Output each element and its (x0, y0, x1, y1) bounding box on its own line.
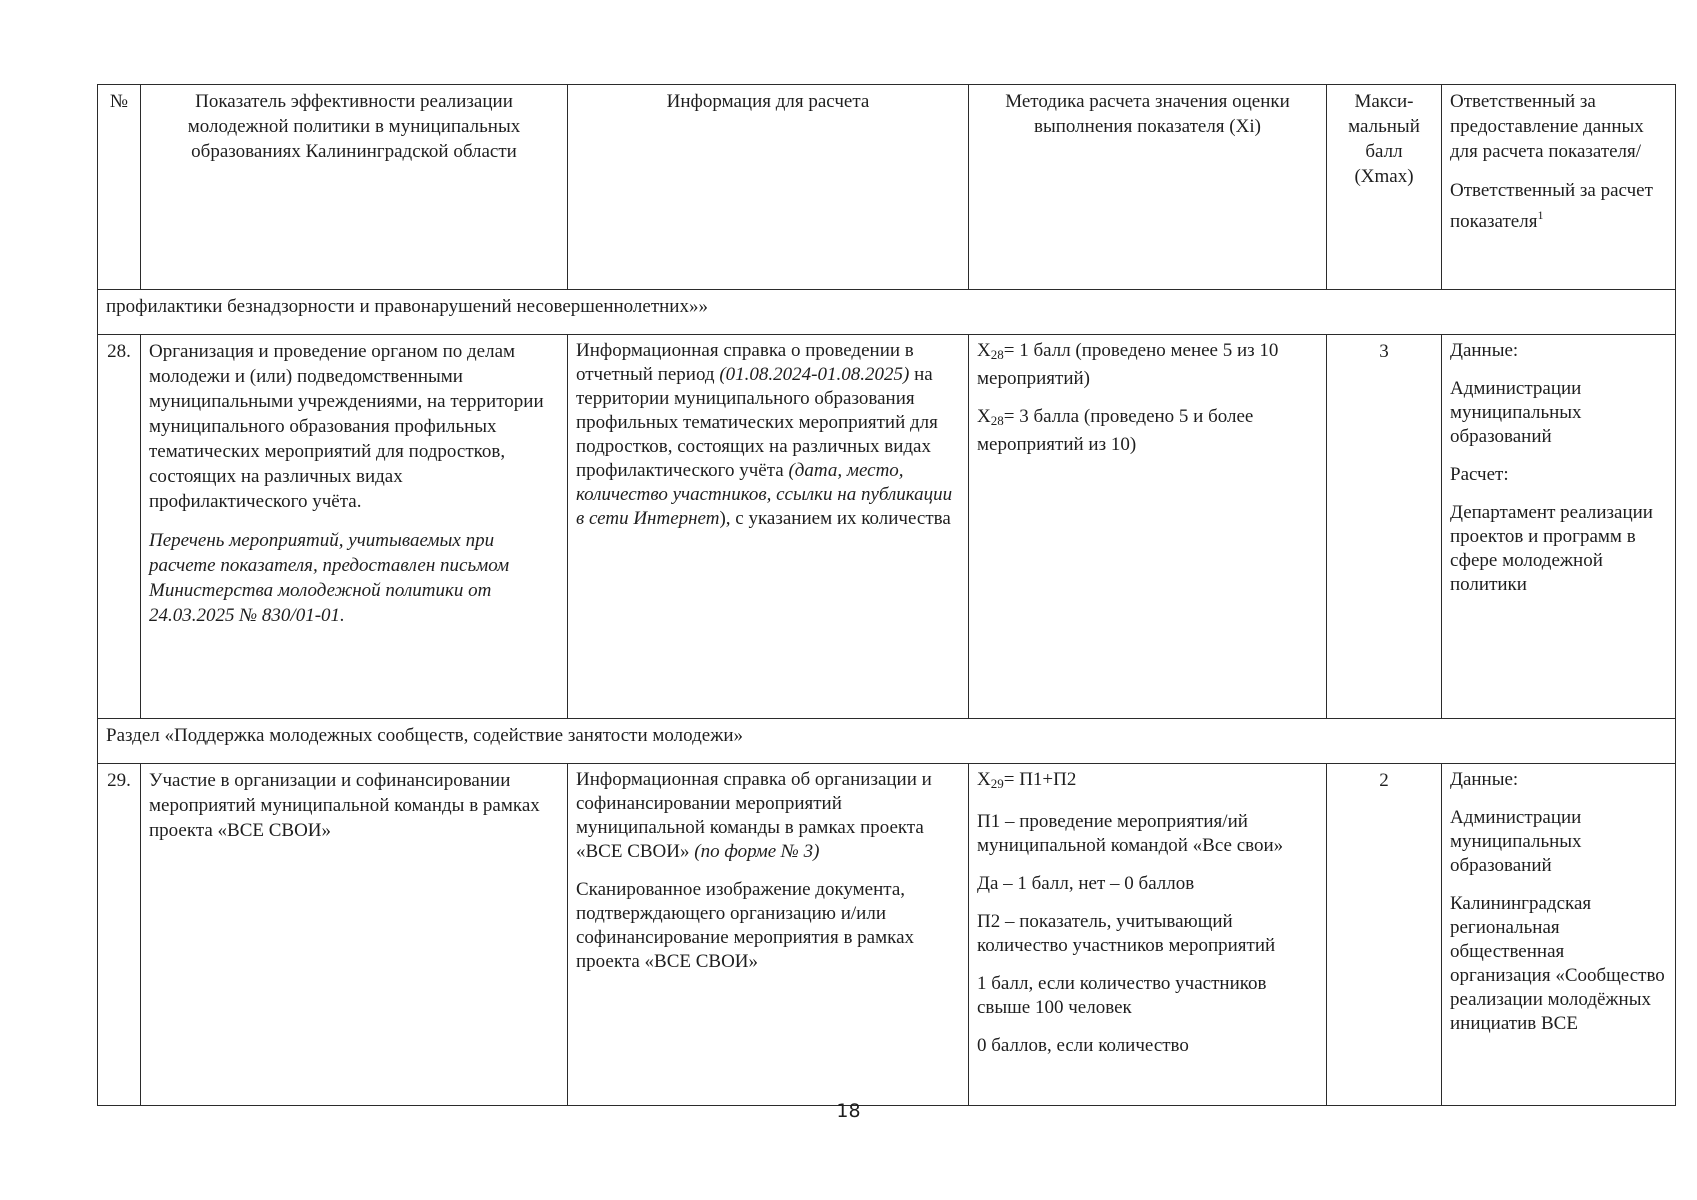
header-resp-data: Ответственный за предоставление данных для расчета показателя/ (1450, 91, 1644, 162)
method-p2: П2 – показатель, учитывающий количество участников мероприятий (977, 911, 1276, 956)
resp-calc-text: Департамент реализации проектов и программ в сфере молодежной политики (1450, 502, 1653, 595)
info-text-1: Информационная справка об организации и софинансировании мероприятий муниципальной команды в рамках проекта «ВСЕ СВОИ» (по форме № 3) (576, 769, 932, 862)
method-cell (969, 335, 1327, 719)
method-p1: П1 – проведение мероприятия/ий муниципальной командой «Все свои» (977, 811, 1284, 856)
table-row (98, 335, 1676, 719)
indicator-cell (141, 335, 568, 719)
indicator-note: Перечень мероприятий, учитываемых при расчете показателя, предоставлен письмом Министерства молодежной политики от 24.03.2025 № 830/01-01. (149, 530, 510, 626)
responsible-cell (1442, 335, 1676, 719)
info-text-2: Сканированное изображение документа, подтверждающего организацию и/или софинансирование мероприятия в рамках проекта «ВСЕ СВОИ» (576, 879, 915, 972)
header-responsible (1442, 85, 1676, 290)
info-cell: Информационная справка о проведении в отчетный период (01.08.2024-01.08.2025) на территории муниципального образования профильных тематических мероприятий для подростков, состоящих на различных видах профилактического учёта (дата, место, количество участников, ссылки на публикации в сети Интернет), с указанием их количества (568, 335, 969, 719)
method-formula: $X_{29}= П1+П2$ (977, 769, 1077, 791)
page-number: 18 (836, 1100, 861, 1122)
method-line-2: $X_{28}= 3$ балла (проведено 5 и более мероприятий из 10) (977, 406, 1254, 455)
section-continuation-row (98, 290, 1676, 335)
resp-data-text: Администрации муниципальных образований (1450, 807, 1582, 876)
section-title-row (98, 719, 1676, 764)
header-indicator: Показатель эффективности реализации молодежной политики в муниципальных образованиях Калининградской области (141, 85, 568, 290)
header-max: Макси-мальный балл (Xmax) (1327, 85, 1442, 290)
resp-data-label: Данные: (1450, 769, 1519, 790)
resp-data-label: Данные: (1450, 340, 1519, 361)
table-header-row (98, 85, 1676, 290)
row-number: 28. (98, 335, 141, 719)
header-method: Методика расчета значения оценки выполнения показателя (Xi) (969, 85, 1327, 290)
indicator-text: Организация и проведение органом по делам молодежи и (или) подведомственными муниципальными учреждениями, на территории муниципального образования профильных тематических мероприятий для подростков, состоящих на различных видах профилактического учёта. (149, 341, 544, 512)
section-title: Раздел «Поддержка молодежных сообществ, содействие занятости молодежи» (98, 719, 1676, 764)
resp-data-text: Администрации муниципальных образований (1450, 378, 1582, 447)
section-continuation-text: профилактики безнадзорности и правонарушений несовершеннолетних»» (98, 290, 1676, 335)
max-score: 3 (1327, 335, 1442, 719)
info-cell (568, 764, 969, 1106)
header-resp-calc: Ответственный за расчет показателя$^1$ (1450, 180, 1653, 232)
method-yesno: Да – 1 балл, нет – 0 баллов (977, 873, 1195, 894)
indicators-table (97, 84, 1676, 1106)
method-line-1: $X_{28}= 1$ балл (проведено менее 5 из 10 мероприятий) (977, 340, 1279, 389)
header-info: Информация для расчета (568, 85, 969, 290)
indicator-cell (141, 764, 568, 1106)
responsible-cell (1442, 764, 1676, 1106)
table-row (98, 764, 1676, 1106)
method-1pt: 1 балл, если количество участников свыше 100 человек (977, 973, 1267, 1018)
row-number: 29. (98, 764, 141, 1106)
method-0pt: 0 баллов, если количество (977, 1035, 1189, 1056)
max-score: 2 (1327, 764, 1442, 1106)
method-cell (969, 764, 1327, 1106)
header-num: № (98, 85, 141, 290)
resp-org-text: Калининградская региональная общественная организация «Сообщество реализации молодёжных инициатив ВСЕ (1450, 893, 1665, 1034)
indicator-text: Участие в организации и софинансировании мероприятий муниципальной команды в рамках проекта «ВСЕ СВОИ» (149, 770, 540, 841)
resp-calc-label: Расчет: (1450, 464, 1509, 485)
